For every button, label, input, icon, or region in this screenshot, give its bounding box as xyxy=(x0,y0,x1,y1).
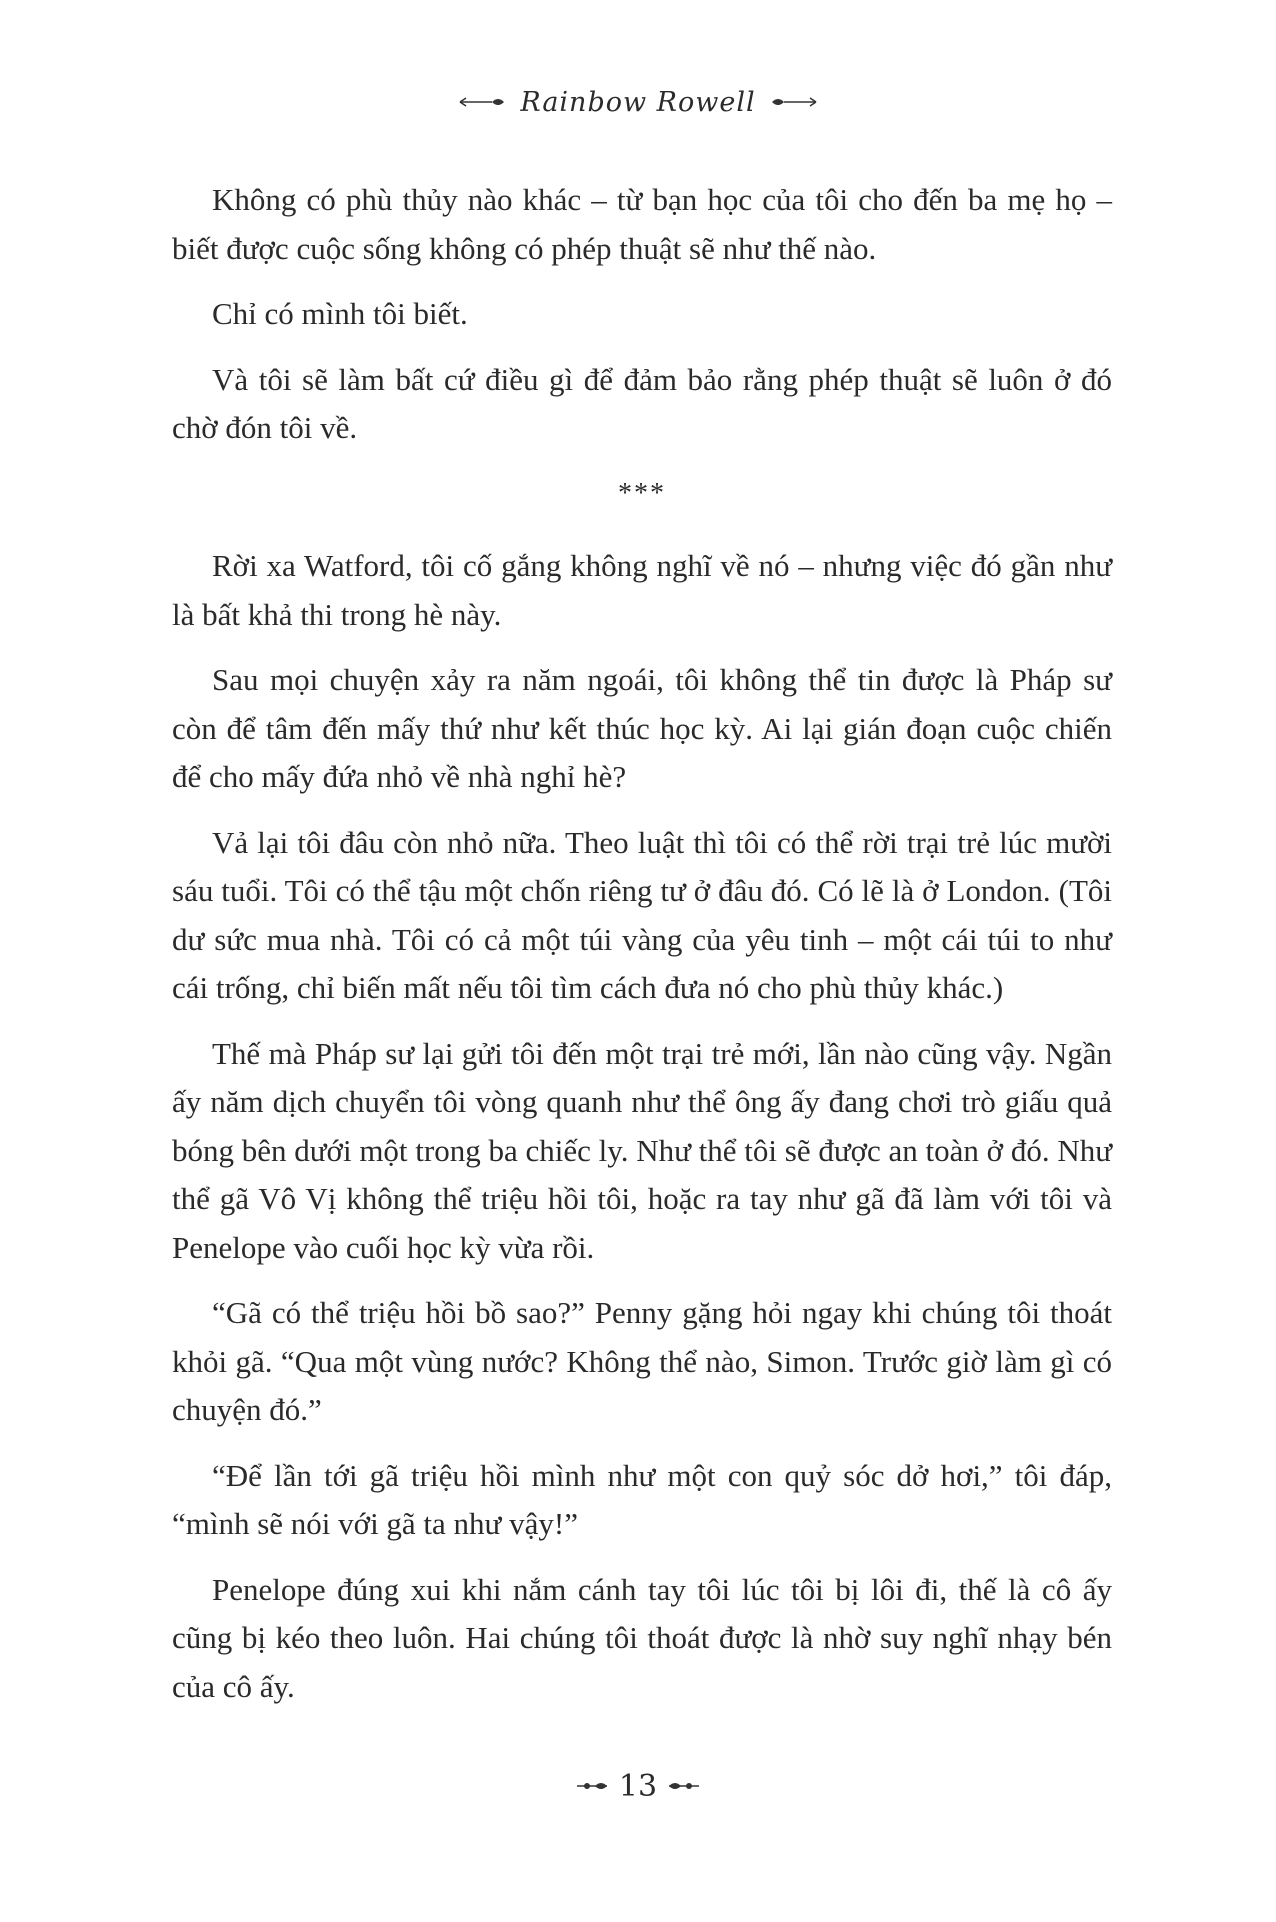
paragraph: Không có phù thủy nào khác – từ bạn học của tôi cho đến ba mẹ họ – biết được cuộc sống không có phép thuật sẽ như thế nào. xyxy=(172,182,1112,266)
paragraph: “Gã có thể triệu hồi bồ sao?” Penny gặng hỏi ngay khi chúng tôi thoát khỏi gã. “Qua một vùng nước? Không thể nào, Simon. Trước giờ làm gì có chuyện đó.” xyxy=(172,1295,1112,1427)
left-flourish-icon xyxy=(458,95,506,109)
book-author: Rainbow Rowell xyxy=(520,86,756,118)
page-footer xyxy=(0,1764,1276,1808)
paragraph: Và tôi sẽ làm bất cứ điều gì để đảm bảo rằng phép thuật sẽ luôn ở đó chờ đón tôi về. xyxy=(172,361,1112,445)
right-flourish-icon xyxy=(770,95,818,109)
paragraph: Thế mà Pháp sư lại gửi tôi đến một trại trẻ mới, lần nào cũng vậy. Ngần ấy năm dịch chuyển tôi vòng quanh như thể ông ấy đang chơi trò giấu quả bóng bên dưới một trong ba chiếc ly. Như thể tôi sẽ được an toàn ở đó. Như thể gã Vô Vị không thể triệu hồi tôi, hoặc ra tay như gã đã làm với tôi và Penelope vào cuối học kỳ vừa rồi. xyxy=(172,1035,1113,1265)
scene-break: *** xyxy=(618,477,666,509)
right-ornament-icon xyxy=(667,1777,701,1795)
paragraph: Penelope đúng xui khi nắm cánh tay tôi lúc tôi bị lôi đi, thế là cô ấy cũng bị kéo theo luôn. Hai chúng tôi thoát được là nhờ suy nghĩ nhạy bén của cô ấy. xyxy=(172,1571,1112,1704)
paragraph: Chỉ có mình tôi biết. xyxy=(212,296,468,331)
paragraph: Vả lại tôi đâu còn nhỏ nữa. Theo luật thì tôi có thể rời trại trẻ lúc mười sáu tuổi. Tôi có thể tậu một chốn riêng tư ở đâu đó. Có lẽ là ở London. (Tôi dư sức mua nhà. Tôi có cả một túi vàng của yêu tinh – một cái túi to như cái trống, chỉ biến mất nếu tôi tìm cách đưa nó cho phù thủy khác.) xyxy=(172,824,1112,1005)
paragraph: “Để lần tới gã triệu hồi mình như một con quỷ sóc dở hơi,” tôi đáp, “mình sẽ nói với gã ta như vậy!” xyxy=(172,1457,1112,1541)
left-ornament-icon xyxy=(575,1777,609,1795)
paragraph: Rời xa Watford, tôi cố gắng không nghĩ về nó – nhưng việc đó gần như là bất khả thi trong hè này. xyxy=(172,548,1112,632)
running-header xyxy=(0,82,1276,122)
page-number: 13 xyxy=(618,1768,658,1804)
body-text xyxy=(172,176,1112,1728)
paragraph: Sau mọi chuyện xảy ra năm ngoái, tôi không thể tin được là Pháp sư còn để tâm đến mấy thứ như kết thúc học kỳ. Ai lại gián đoạn cuộc chiến để cho mấy đứa nhỏ về nhà nghỉ hè? xyxy=(172,662,1112,794)
